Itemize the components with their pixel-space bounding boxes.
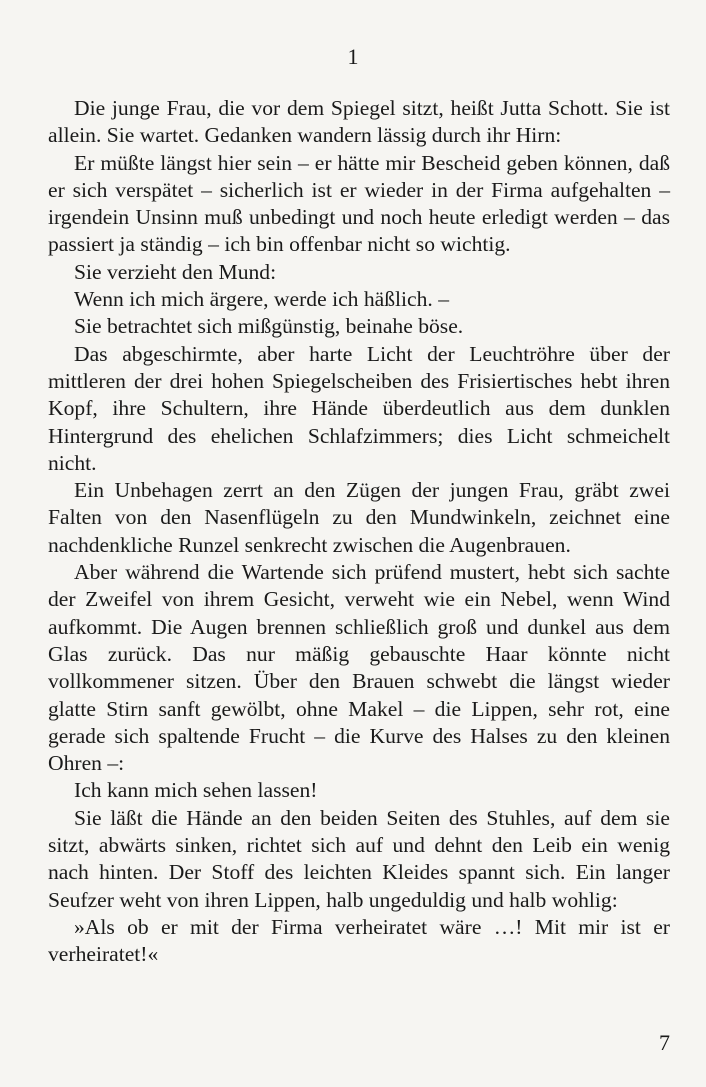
paragraph: Die junge Frau, die vor dem Spiegel sitzt, heißt Jutta Schott. Sie ist allein. Sie wartet. Gedanken wandern lässig durch ihr Hirn: [48, 96, 670, 148]
page-number: 7 [659, 1030, 670, 1055]
paragraph: »Als ob er mit der Firma verheiratet wäre …! Mit mir ist er verheiratet!« [48, 914, 670, 967]
paragraph: Wenn ich mich ärgere, werde ich häßlich. – [74, 287, 450, 312]
body-text [48, 95, 670, 969]
paragraph: Sie verzieht den Mund: [74, 259, 277, 284]
paragraph: Aber während die Wartende sich prüfend mustert, hebt sich sachte der Zweifel von ihrem Gesicht, verweht wie ein Nebel, wenn Wind aufkommt. Die Augen brennen schließlich groß und dunkel aus dem Glas zurück. Das nur mäßig gebauschte Haar könnte nicht vollkommener sitzen. Über den Brauen schwebt die längst wieder glatte Stirn sanft gewölbt, ohne Makel – die Lippen, sehr rot, eine gerade sich spaltende Frucht – die Kurve des Halses zu den kleinen Ohren –: [48, 560, 670, 776]
paragraph: Ich kann mich sehen lassen! [74, 778, 318, 803]
paragraph: Sie läßt die Hände an den beiden Seiten des Stuhles, auf dem sie sitzt, abwärts sinken, richtet sich auf und dehnt den Leib ein wenig nach hinten. Der Stoff des leichten Kleides spannt sich. Ein langer Seufzer weht von ihren Lippen, halb ungeduldig und halb wohlig: [48, 805, 670, 912]
chapter-number: 1 [347, 44, 359, 69]
paragraph: Er müßte längst hier sein – er hätte mir Bescheid geben können, daß er sich verspätet – sicherlich ist er wieder in der Firma aufgehalten – irgendein Unsinn muß unbedingt und noch heute erledigt werden – das passiert ja ständig – ich bin offenbar nicht so wichtig. [48, 150, 670, 257]
paragraph: Ein Unbehagen zerrt an den Zügen der jungen Frau, gräbt zwei Falten von den Nasenflügeln zu den Mundwinkeln, zeichnet eine nachdenkliche Runzel senkrecht zwischen die Augenbrauen. [48, 478, 670, 557]
paragraph: Das abgeschirmte, aber harte Licht der Leuchtröhre über der mittleren der drei hohen Spiegelscheiben des Frisiertisches hebt ihren Kopf, ihre Schultern, ihre Hände überdeutlich aus dem dunklen Hintergrund des ehelichen Schlafzimmers; dies Licht schmeichelt nicht. [48, 341, 670, 475]
paragraph: Sie betrachtet sich mißgünstig, beinahe böse. [74, 314, 464, 339]
